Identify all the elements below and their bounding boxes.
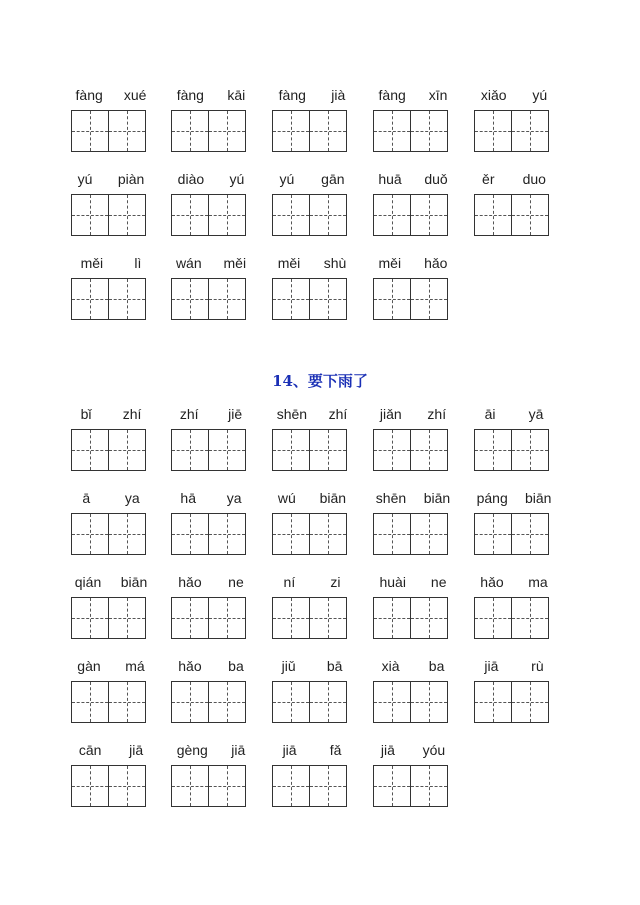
writing-grid [373,513,447,555]
pinyin-label [468,86,560,104]
pinyin-label [65,405,157,423]
tianzige-cell[interactable] [208,278,246,320]
pinyin-label [367,254,459,272]
tianzige-cell[interactable] [511,110,549,152]
pinyin-syllable: diào [177,171,205,187]
pinyin-syllable: jiǔ [281,658,296,674]
pinyin-syllable: yú [279,171,295,187]
pinyin-syllable: wán [175,255,202,271]
tianzige-cell[interactable] [171,513,209,555]
writing-grid [71,278,145,320]
pinyin-syllable: jiǎn [379,406,402,422]
tianzige-cell[interactable] [474,681,512,723]
writing-grid [474,110,548,152]
pinyin-syllable: shēn [276,406,308,422]
pinyin-syllable: huài [379,574,406,590]
tianzige-cell[interactable] [171,681,209,723]
writing-grid [272,429,346,471]
tianzige-cell[interactable] [171,597,209,639]
tianzige-cell[interactable] [171,110,209,152]
pinyin-label [65,573,157,591]
pinyin-syllable: biān [524,490,552,506]
pinyin-label [65,489,157,507]
writing-grid [71,110,145,152]
pinyin-syllable: xiǎo [480,87,507,103]
pinyin-syllable: shù [323,255,347,271]
pinyin-syllable: qián [74,574,102,590]
writing-grid [71,513,145,555]
tianzige-cell[interactable] [208,597,246,639]
tianzige-cell[interactable] [410,765,448,807]
writing-grid [272,194,346,236]
tianzige-cell[interactable] [108,110,146,152]
pinyin-syllable: zhí [179,406,199,422]
pinyin-label [266,254,358,272]
tianzige-cell[interactable] [272,597,310,639]
pinyin-syllable: xīn [428,87,448,103]
writing-grid [272,278,346,320]
pinyin-syllable: hā [180,490,196,506]
writing-grid [171,278,245,320]
writing-grid [373,278,447,320]
pinyin-syllable: gàn [77,658,101,674]
pinyin-label [367,741,459,759]
writing-grid [373,194,447,236]
pinyin-syllable: fàng [176,87,204,103]
lesson-title: 14、要下雨了 [272,372,368,390]
pinyin-syllable: ne [430,574,447,590]
pinyin-syllable: hǎo [178,658,202,674]
tianzige-cell[interactable] [474,194,512,236]
pinyin-label [165,489,257,507]
tianzige-cell[interactable] [208,429,246,471]
pinyin-syllable: āi [484,406,496,422]
tianzige-cell[interactable] [208,513,246,555]
pinyin-syllable: yú [77,171,93,187]
pinyin-syllable: hǎo [178,574,202,590]
pinyin-syllable: xià [381,658,400,674]
tianzige-cell[interactable] [71,597,109,639]
writing-grid [71,681,145,723]
tianzige-cell[interactable] [272,513,310,555]
pinyin-syllable: ya [226,490,242,506]
tianzige-cell[interactable] [373,681,411,723]
writing-grid [474,681,548,723]
tianzige-cell[interactable] [71,513,109,555]
tianzige-cell[interactable] [108,429,146,471]
tianzige-cell[interactable] [71,194,109,236]
pinyin-label [165,573,257,591]
tianzige-cell[interactable] [511,597,549,639]
tianzige-cell[interactable] [474,110,512,152]
writing-grid [71,194,145,236]
tianzige-cell[interactable] [108,597,146,639]
pinyin-syllable: zhí [427,406,447,422]
writing-grid [373,429,447,471]
tianzige-cell[interactable] [373,513,411,555]
tianzige-cell[interactable] [309,194,347,236]
tianzige-cell[interactable] [373,765,411,807]
tianzige-cell[interactable] [511,681,549,723]
pinyin-syllable: bǐ [80,406,92,422]
tianzige-cell[interactable] [410,194,448,236]
pinyin-syllable: wú [277,490,296,506]
tianzige-cell[interactable] [410,429,448,471]
pinyin-syllable: zhí [122,406,142,422]
writing-grid [171,194,245,236]
pinyin-syllable: fǎ [329,742,342,758]
pinyin-syllable: hǎo [480,574,504,590]
tianzige-cell[interactable] [272,681,310,723]
tianzige-cell[interactable] [309,278,347,320]
pinyin-syllable: měi [80,255,104,271]
pinyin-label [266,741,358,759]
tianzige-cell[interactable] [272,429,310,471]
writing-grid [272,110,346,152]
pinyin-syllable: jiā [484,658,499,674]
pinyin-syllable: biān [423,490,451,506]
writing-grid [272,681,346,723]
pinyin-syllable: yā [528,406,544,422]
pinyin-syllable: gān [321,171,345,187]
pinyin-label [65,86,157,104]
pinyin-label [367,657,459,675]
pinyin-syllable: rù [531,658,544,674]
tianzige-cell[interactable] [309,513,347,555]
pinyin-syllable: xué [123,87,147,103]
tianzige-cell[interactable] [108,278,146,320]
pinyin-syllable: jiā [129,742,144,758]
pinyin-syllable: biān [319,490,347,506]
writing-grid [71,597,145,639]
tianzige-cell[interactable] [272,278,310,320]
pinyin-syllable: duo [522,171,546,187]
pinyin-label [65,170,157,188]
tianzige-cell[interactable] [71,110,109,152]
tianzige-cell[interactable] [373,110,411,152]
pinyin-label [165,170,257,188]
writing-grid [272,597,346,639]
pinyin-label [367,170,459,188]
tianzige-cell[interactable] [309,429,347,471]
pinyin-syllable: zhí [328,406,348,422]
pinyin-syllable: jiā [282,742,297,758]
pinyin-syllable: bā [326,658,343,674]
pinyin-syllable: jiē [228,406,243,422]
tianzige-cell[interactable] [208,110,246,152]
writing-grid [474,429,548,471]
tianzige-cell[interactable] [272,765,310,807]
tianzige-cell[interactable] [511,429,549,471]
pinyin-syllable: biān [120,574,148,590]
tianzige-cell[interactable] [309,681,347,723]
pinyin-syllable: huā [378,171,402,187]
pinyin-syllable: páng [476,490,508,506]
tianzige-cell[interactable] [309,110,347,152]
tianzige-cell[interactable] [511,513,549,555]
writing-grid [373,597,447,639]
pinyin-syllable: yóu [422,742,446,758]
pinyin-syllable: duǒ [424,171,448,187]
pinyin-label [65,741,157,759]
pinyin-syllable: piàn [117,171,145,187]
pinyin-label [266,86,358,104]
writing-grid [474,597,548,639]
tianzige-cell[interactable] [410,513,448,555]
tianzige-cell[interactable] [171,194,209,236]
pinyin-syllable: má [125,658,145,674]
pinyin-syllable: ma [528,574,548,590]
tianzige-cell[interactable] [309,597,347,639]
tianzige-cell[interactable] [373,278,411,320]
pinyin-syllable: ěr [482,171,495,187]
writing-grid [171,513,245,555]
pinyin-label [468,657,560,675]
tianzige-cell[interactable] [474,597,512,639]
tianzige-cell[interactable] [208,681,246,723]
writing-grid [71,765,145,807]
tianzige-cell[interactable] [171,765,209,807]
pinyin-syllable: hǎo [424,255,448,271]
tianzige-cell[interactable] [373,194,411,236]
writing-grid [474,194,548,236]
pinyin-syllable: jiā [231,742,246,758]
tianzige-cell[interactable] [309,765,347,807]
tianzige-cell[interactable] [208,194,246,236]
tianzige-cell[interactable] [373,429,411,471]
pinyin-syllable: ba [228,658,244,674]
pinyin-label [266,573,358,591]
pinyin-syllable: jiā [380,742,395,758]
pinyin-syllable: cān [78,742,102,758]
writing-grid [171,110,245,152]
pinyin-syllable: fàng [278,87,306,103]
pinyin-label [266,489,358,507]
writing-grid [373,765,447,807]
pinyin-label [367,573,459,591]
tianzige-cell[interactable] [71,278,109,320]
pinyin-label [468,170,560,188]
writing-grid [171,597,245,639]
pinyin-syllable: ā [82,490,91,506]
pinyin-syllable: yú [229,171,245,187]
pinyin-label [367,86,459,104]
tianzige-cell[interactable] [410,110,448,152]
pinyin-syllable: ya [124,490,140,506]
pinyin-label [468,405,560,423]
tianzige-cell[interactable] [208,765,246,807]
pinyin-label [165,741,257,759]
pinyin-label [165,86,257,104]
pinyin-syllable: kāi [227,87,246,103]
pinyin-syllable: fàng [378,87,406,103]
pinyin-syllable: shēn [375,490,407,506]
tianzige-cell[interactable] [474,513,512,555]
tianzige-cell[interactable] [272,194,310,236]
pinyin-syllable: gèng [176,742,208,758]
tianzige-cell[interactable] [108,194,146,236]
pinyin-syllable: měi [223,255,247,271]
writing-grid [71,429,145,471]
tianzige-cell[interactable] [272,110,310,152]
tianzige-cell[interactable] [108,681,146,723]
tianzige-cell[interactable] [71,681,109,723]
pinyin-syllable: yú [532,87,548,103]
tianzige-cell[interactable] [410,597,448,639]
writing-grid [171,681,245,723]
writing-grid [474,513,548,555]
tianzige-cell[interactable] [410,681,448,723]
pinyin-label [468,489,560,507]
tianzige-cell[interactable] [108,765,146,807]
tianzige-cell[interactable] [474,429,512,471]
pinyin-syllable: zi [330,574,341,590]
writing-grid [272,513,346,555]
pinyin-label [266,657,358,675]
pinyin-syllable: fàng [75,87,103,103]
pinyin-syllable: ní [283,574,296,590]
writing-grid [272,765,346,807]
tianzige-cell[interactable] [171,429,209,471]
tianzige-cell[interactable] [171,278,209,320]
tianzige-cell[interactable] [373,597,411,639]
pinyin-syllable: jià [331,87,346,103]
pinyin-syllable: ne [228,574,244,590]
writing-grid [373,110,447,152]
pinyin-label [65,254,157,272]
tianzige-cell[interactable] [410,278,448,320]
pinyin-syllable: měi [277,255,301,271]
pinyin-label [65,657,157,675]
pinyin-label [468,573,560,591]
pinyin-label [266,405,358,423]
pinyin-label [367,405,459,423]
pinyin-label [266,170,358,188]
pinyin-label [165,405,257,423]
pinyin-label [367,489,459,507]
tianzige-cell[interactable] [108,513,146,555]
writing-grid [373,681,447,723]
tianzige-cell[interactable] [71,429,109,471]
tianzige-cell[interactable] [511,194,549,236]
writing-grid [171,765,245,807]
pinyin-syllable: měi [378,255,402,271]
pinyin-syllable: ba [428,658,445,674]
pinyin-label [165,657,257,675]
tianzige-cell[interactable] [71,765,109,807]
pinyin-label [165,254,257,272]
writing-grid [171,429,245,471]
pinyin-syllable: lì [134,255,142,271]
